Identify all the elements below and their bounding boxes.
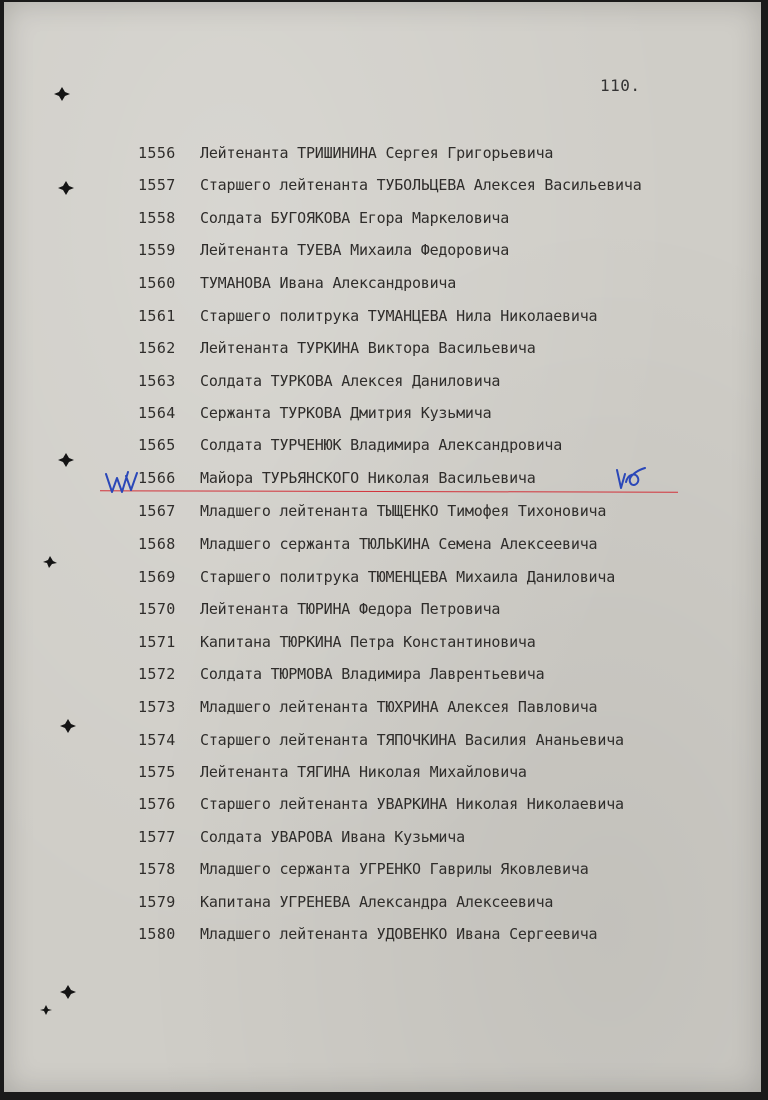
entry-text: Лейтенанта ТЮРИНА Федора Петровича — [200, 600, 501, 618]
entry-number: 1571 — [138, 633, 176, 651]
entry-number: 1577 — [138, 828, 176, 846]
entry-number: 1574 — [138, 731, 176, 749]
list-item — [4, 660, 761, 688]
entry-text: Лейтенанта ТУРКИНА Виктора Васильевича — [200, 339, 536, 357]
entry-number: 1567 — [138, 502, 176, 520]
list-item — [4, 758, 761, 786]
entry-text: ТУМАНОВА Ивана Александровича — [200, 274, 457, 292]
entry-number: 1570 — [138, 600, 176, 618]
entry-number: 1561 — [138, 307, 176, 325]
entry-text: Солдата ТЮРМОВА Владимира Лаврентьевича — [200, 665, 545, 683]
list-item — [4, 628, 761, 656]
entry-number: 1560 — [138, 274, 176, 292]
entry-text: Младшего лейтенанта ТЮХРИНА Алексея Павловича — [200, 698, 598, 716]
entry-text: Солдата УВАРОВА Ивана Кузьмича — [200, 828, 465, 846]
entry-number: 1572 — [138, 665, 176, 683]
entry-text: Лейтенанта ТЯГИНА Николая Михайловича — [200, 763, 527, 781]
entry-text: Солдата ТУРКОВА Алексея Даниловича — [200, 372, 501, 390]
entry-text: Младшего лейтенанта ТЫЩЕНКО Тимофея Тихоновича — [200, 502, 607, 520]
list-item — [4, 431, 761, 459]
entry-text: Сержанта ТУРКОВА Дмитрия Кузьмича — [200, 404, 492, 422]
entry-text: Солдата БУГОЯКОВА Егора Маркеловича — [200, 209, 510, 227]
entry-text: Лейтенанта ТУЕВА Михаила Федоровича — [200, 241, 510, 259]
document-page — [4, 2, 761, 1092]
entry-number: 1556 — [138, 144, 176, 162]
check-mark-right-icon — [614, 464, 648, 492]
entry-number: 1566 — [138, 469, 176, 487]
entry-text: Младшего лейтенанта УДОВЕНКО Ивана Сергеевича — [200, 925, 598, 943]
entry-text: Старшего лейтенанта ТУБОЛЬЦЕВА Алексея Васильевича — [200, 176, 642, 194]
entry-number: 1557 — [138, 176, 176, 194]
list-item — [4, 563, 761, 591]
list-item — [4, 920, 761, 948]
entry-text: Солдата ТУРЧЕНЮК Владимира Александровича — [200, 436, 563, 454]
entry-number: 1568 — [138, 535, 176, 553]
entry-text: Старшего политрука ТУМАНЦЕВА Нила Николаевича — [200, 307, 598, 325]
page-number: 110. — [600, 76, 641, 95]
entry-text: Капитана ТЮРКИНА Петра Константиновича — [200, 633, 536, 651]
entry-number: 1559 — [138, 241, 176, 259]
entry-text: Капитана УГРЕНЕВА Александра Алексеевича — [200, 893, 554, 911]
entry-number: 1565 — [138, 436, 176, 454]
list-item — [4, 367, 761, 395]
check-mark-left-icon — [104, 468, 140, 496]
list-item — [4, 693, 761, 721]
entry-number: 1562 — [138, 339, 176, 357]
entry-text: Старшего лейтенанта ТЯПОЧКИНА Василия Ананьевича — [200, 731, 624, 749]
entry-number: 1579 — [138, 893, 176, 911]
list-item — [4, 236, 761, 264]
list-item — [4, 726, 761, 754]
entry-number: 1564 — [138, 404, 176, 422]
list-item — [4, 530, 761, 558]
list-item — [4, 269, 761, 297]
entry-number: 1569 — [138, 568, 176, 586]
entry-text: Старшего политрука ТЮМЕНЦЕВА Михаила Даниловича — [200, 568, 616, 586]
entry-text: Старшего лейтенанта УВАРКИНА Николая Николаевича — [200, 795, 624, 813]
entry-number: 1563 — [138, 372, 176, 390]
list-item — [4, 399, 761, 427]
list-item — [4, 595, 761, 623]
list-item — [4, 139, 761, 167]
entry-number: 1575 — [138, 763, 176, 781]
list-item — [4, 204, 761, 232]
entry-number: 1580 — [138, 925, 176, 943]
list-item — [4, 497, 761, 525]
list-item — [4, 171, 761, 199]
entry-text: Майора ТУРЬЯНСКОГО Николая Васильевича — [200, 469, 536, 487]
list-item — [4, 334, 761, 362]
entry-text: Младшего сержанта ТЮЛЬКИНА Семена Алексеевича — [200, 535, 598, 553]
entry-text: Младшего сержанта УГРЕНКО Гаврилы Яковлевича — [200, 860, 589, 878]
list-item — [4, 855, 761, 883]
entry-number: 1573 — [138, 698, 176, 716]
entry-number: 1576 — [138, 795, 176, 813]
entry-number: 1578 — [138, 860, 176, 878]
entry-text: Лейтенанта ТРИШИНИНА Сергея Григорьевича — [200, 144, 554, 162]
list-item — [4, 302, 761, 330]
list-item — [4, 790, 761, 818]
list-item — [4, 888, 761, 916]
entry-number: 1558 — [138, 209, 176, 227]
list-item — [4, 823, 761, 851]
